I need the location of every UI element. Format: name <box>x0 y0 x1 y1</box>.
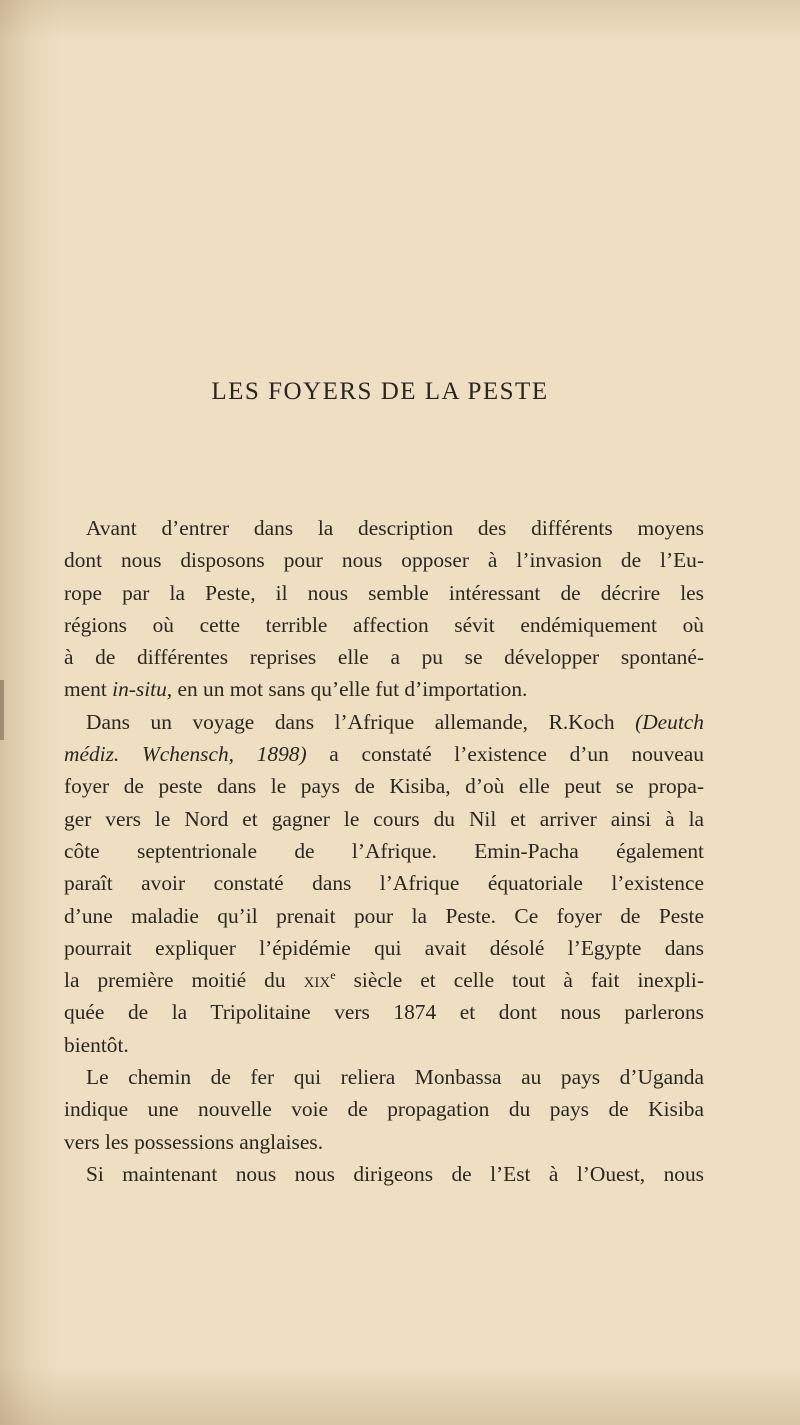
text-line: Si maintenant nous nous dirigeons de l’Est à l’Ouest, nous <box>86 1161 704 1186</box>
text-run: siècle et celle tout à fait inexpli- <box>335 968 704 993</box>
body-text <box>64 512 704 1190</box>
text-line <box>64 706 704 738</box>
text-line: pourrait expliquer l’épidémie qui avait désolé l’Egypte dans <box>64 935 704 960</box>
text-run: en un mot sans qu’elle fut d’importation. <box>172 677 528 702</box>
text-run: ment <box>64 677 113 702</box>
page-edge-mark <box>0 680 4 740</box>
text-line: régions où cette terrible affection sévit endémiquement où <box>64 612 704 637</box>
italic-term: in-situ, <box>112 677 173 702</box>
century-numeral: xix <box>303 968 331 993</box>
text-line <box>64 738 704 770</box>
text-line: dont nous disposons pour nous opposer à l’invasion de l’Eu- <box>64 548 704 573</box>
text-line: foyer de peste dans le pays de Kisiba, d’où elle peut se propa- <box>64 774 704 799</box>
text-line: Le chemin de fer qui reliera Monbassa au pays d’Uganda <box>86 1065 704 1090</box>
text-line: rope par la Peste, il nous semble intéressant de décrire les <box>64 580 704 605</box>
text-line: indique une nouvelle voie de propagation du pays de Kisiba <box>64 1097 704 1122</box>
text-line: paraît avoir constaté dans l’Afrique équatoriale l’existence <box>64 871 704 896</box>
text-run: la première moitié du <box>64 968 304 993</box>
text-line: côte septentrionale de l’Afrique. Emin-Pacha également <box>64 838 704 863</box>
text-line <box>64 673 704 705</box>
chapter-title: LES FOYERS DE LA PESTE <box>211 378 549 405</box>
text-run: Dans un voyage dans l’Afrique allemande, R.Koch <box>86 709 636 734</box>
citation: médiz. Wchensch, 1898) <box>64 742 307 767</box>
text-line: ger vers le Nord et gagner le cours du Nil et arriver ainsi à la <box>64 806 704 831</box>
text-line <box>64 964 704 996</box>
text-line: à de différentes reprises elle a pu se développer spontané- <box>64 645 704 670</box>
text-line: bientôt. <box>64 1032 129 1057</box>
citation: (Deutch <box>635 709 704 734</box>
text-line: d’une maladie qu’il prenait pour la Peste. Ce foyer de Peste <box>64 903 704 928</box>
text-line: Avant d’entrer dans la description des différents moyens <box>86 516 704 540</box>
text-run: a constaté l’existence d’un nouveau <box>306 742 704 767</box>
superscript: e <box>330 968 336 983</box>
text-line: vers les possessions anglaises. <box>64 1129 324 1154</box>
text-line: quée de la Tripolitaine vers 1874 et dont nous parlerons <box>64 1000 704 1025</box>
